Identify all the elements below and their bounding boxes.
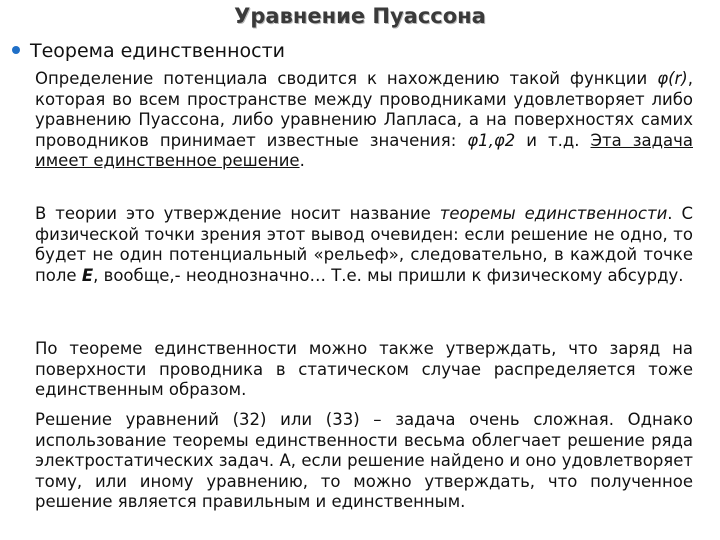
slide-title: Уравнение Пуассона bbox=[234, 4, 486, 28]
p1-phi-values: φ1,φ2 bbox=[467, 130, 516, 150]
p2-field-E: E bbox=[81, 265, 94, 285]
p1-text-1: Определение потенциала сводится к нахождению такой функции bbox=[35, 69, 658, 88]
bullet-text: Теорема единственности bbox=[30, 40, 286, 62]
paragraph-charge: По теореме единственности можно также утверждать, что заряд на поверхности проводника в статическом случае распределяется тоже единственным образом. bbox=[35, 339, 693, 400]
p1-text-4: . bbox=[299, 151, 305, 171]
p2-text-2: . С физической точки зрения этот вывод очевиден: если решение не одно, то будет не один потенциальный «рельеф», следовательно, в каждой точке поле bbox=[35, 204, 693, 285]
paragraph-theorem bbox=[35, 204, 693, 286]
p1-text-2: , которая во всем пространстве между проводниками удовлетворяет либо уравнению Пуассона, либо уравнению Лапласа, а на поверхностях самих проводников принимает известные значения: bbox=[35, 69, 693, 150]
bullet-heading bbox=[12, 40, 712, 62]
p2-text-1: В теории это утверждение носит название bbox=[35, 204, 440, 223]
paragraph-definition bbox=[35, 69, 693, 172]
paragraph-solution: Решение уравнений (32) или (33) – задача очень сложная. Однако использование теоремы единственности весьма облегчает решение ряда электростатических задач. А, если решение найдено и оно удовлетворяет тому, или иному уравнению, то можно утверждать, что полученное решение является правильным и единственным. bbox=[35, 410, 693, 512]
p1-underlined-statement: Эта задача имеет единственное решение bbox=[35, 130, 693, 171]
p1-phi-r: φ(r) bbox=[657, 69, 688, 88]
bullet-dot-icon bbox=[12, 46, 20, 54]
p1-text-3: и т.д. bbox=[515, 130, 591, 150]
p2-text-3: , вообще,- неоднозначно… Т.е. мы пришли к физическому абсурду. bbox=[93, 265, 684, 285]
p2-theorem-name: теоремы единственности bbox=[439, 204, 668, 223]
